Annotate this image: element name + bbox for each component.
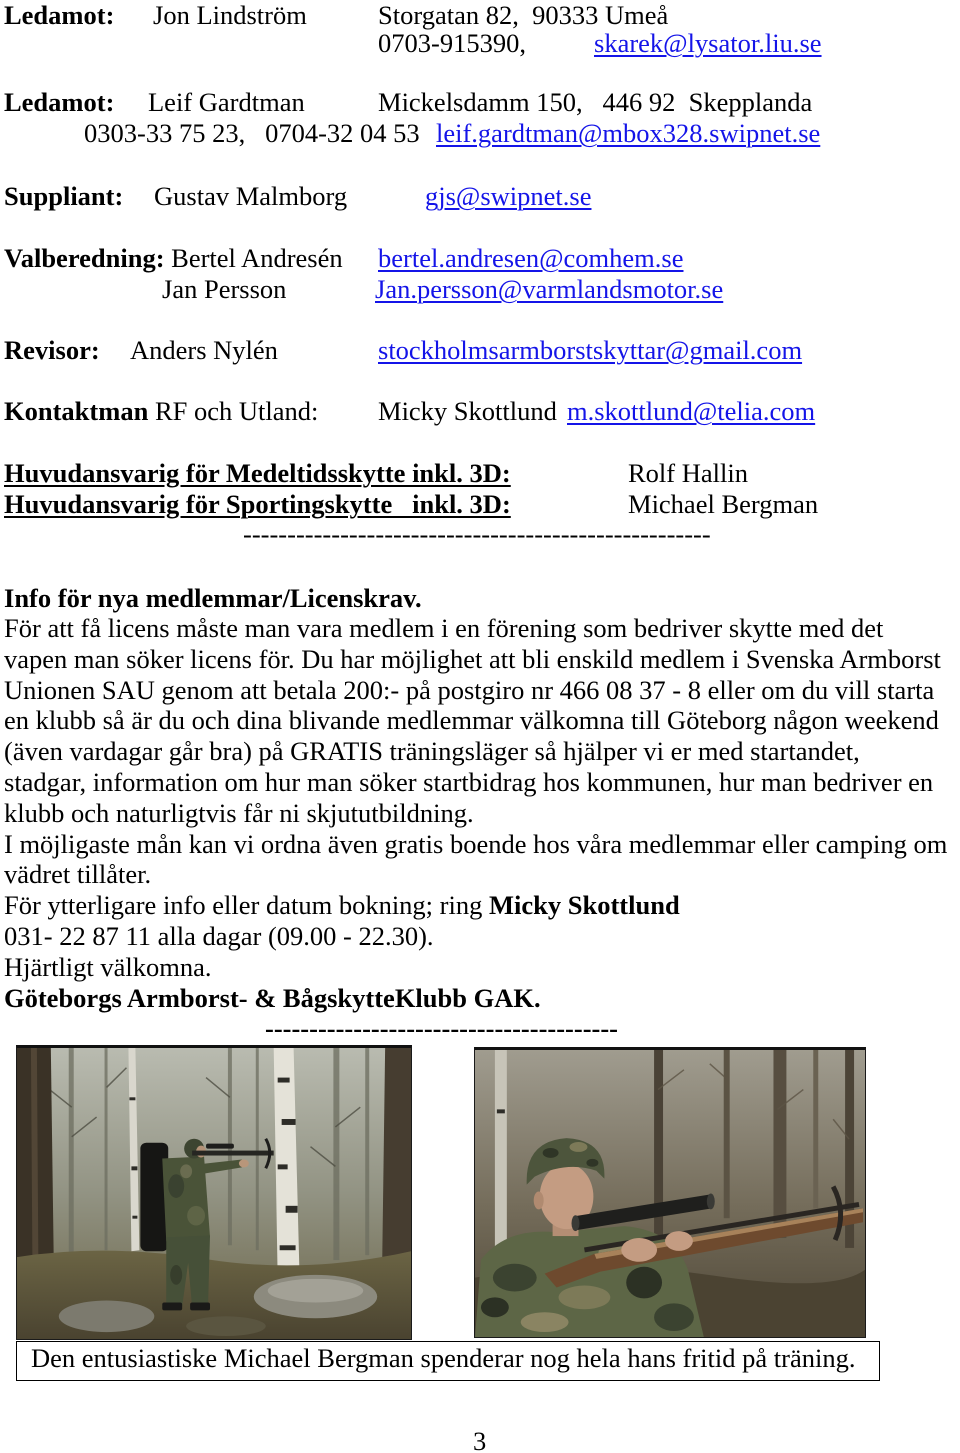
info-line-text: klubb och naturligtvis får ni skjututbildning.	[4, 798, 474, 828]
member-name: Micky Skottlund	[378, 396, 557, 426]
greeting: Hjärtligt välkomna.	[4, 952, 212, 982]
role-label: Valberedning:	[4, 243, 165, 273]
info-heading-row	[0, 583, 960, 614]
info-line	[0, 983, 960, 1014]
contact-name: Micky Skottlund	[488, 890, 680, 920]
info-line-text: vapen man söker licens för. Du har möjlighet att bli enskild medlem i Svenska Armborst	[4, 644, 941, 674]
email-link[interactable]: leif.gardtman@mbox328.swipnet.se	[436, 118, 821, 148]
responsible-name: Michael Bergman	[628, 489, 819, 519]
role-label: Suppliant:	[4, 181, 124, 211]
divider-row-bold	[0, 1013, 960, 1044]
photo-caption-box	[16, 1341, 880, 1381]
board-row-ledamot-1-contact	[0, 28, 960, 59]
role-label: Ledamot:	[4, 87, 115, 117]
dashed-divider: -----------------------------------------------------	[243, 519, 711, 549]
member-address: Mickelsdamm 150, 446 92 Skepplanda	[378, 87, 813, 117]
board-row-ledamot-2	[0, 87, 960, 118]
member-phone: 0303-33 75 23, 0704-32 04 53	[84, 118, 420, 148]
kontaktman-label-group	[4, 396, 318, 427]
board-row-valberedning	[0, 243, 960, 274]
member-phone: 0703-915390,	[378, 28, 526, 58]
board-row-revisor	[0, 335, 960, 366]
email-link[interactable]: gjs@swipnet.se	[425, 181, 592, 211]
info-line-text: en klubb så är du och dina blivande medlemmar välkomna till Göteborg någon weekend	[4, 705, 939, 735]
photo-caption: Den entusiastiske Michael Bergman spenderar nog hela hans fritid på träning.	[31, 1343, 856, 1373]
member-name: Leif Gardtman	[148, 87, 305, 117]
valberedning-label-group	[4, 243, 343, 274]
board-row-suppliant	[0, 181, 960, 212]
info-line-text: vädret tillåter.	[4, 859, 152, 889]
email-link[interactable]: Jan.persson@varmlandsmotor.se	[375, 274, 724, 304]
info-contact-line	[0, 890, 960, 921]
info-line	[0, 921, 960, 952]
info-line-text: För att få licens måste man vara medlem i en förening som bedriver skytte med det	[4, 613, 884, 643]
page-number: 3	[473, 1426, 487, 1453]
email-link[interactable]: bertel.andresen@comhem.se	[378, 243, 684, 273]
photo-crossbow-shooter-closeup	[474, 1047, 866, 1338]
photo-forest-scene	[17, 1048, 411, 1339]
info-heading: Info för nya medlemmar/Licenskrav.	[4, 583, 422, 613]
info-line	[0, 675, 960, 706]
info-line-text: Unionen SAU genom att betala 200:- på postgiro nr 466 08 37 - 8 eller om du vill starta	[4, 675, 935, 705]
info-line	[0, 644, 960, 675]
board-row-ledamot-1	[0, 0, 960, 31]
role-suffix: RF och Utland:	[154, 396, 319, 426]
member-name: Gustav Malmborg	[154, 181, 348, 211]
board-row-valberedning-2	[0, 274, 960, 305]
info-line-text: I möjligaste mån kan vi ordna även gratis boende hos våra medlemmar eller camping om	[4, 829, 948, 859]
info-line	[0, 613, 960, 644]
photo-closeup-scene	[475, 1050, 865, 1337]
info-line	[0, 829, 960, 860]
divider-row	[0, 519, 960, 550]
member-name: Bertel Andresén	[171, 243, 343, 273]
email-link[interactable]: skarek@lysator.liu.se	[594, 28, 822, 58]
role-label: Ledamot:	[4, 0, 115, 30]
responsible-name: Rolf Hallin	[628, 458, 748, 488]
phone-hours: 031- 22 87 11 alla dagar (09.00 - 22.30).	[4, 921, 434, 951]
info-line	[0, 952, 960, 983]
member-name: Jan Persson	[162, 274, 287, 304]
member-address: Storgatan 82, 90333 Umeå	[378, 0, 669, 30]
responsibility-row	[0, 458, 960, 489]
member-name: Jon Lindström	[153, 0, 307, 30]
email-link[interactable]: m.skottlund@telia.com	[567, 396, 816, 426]
role-label: Revisor:	[4, 335, 100, 365]
info-line-text: stadgar, information om hur man söker startbidrag hos kommunen, hur man bedriver en	[4, 767, 934, 797]
dashed-divider-bold: ----------------------------------------	[265, 1013, 618, 1043]
info-line	[0, 798, 960, 829]
responsibility-label: Huvudansvarig för Medeltidsskytte inkl. 3D:	[4, 458, 511, 488]
club-signature: Göteborgs Armborst- & BågskytteKlubb GAK.	[4, 983, 541, 1013]
contact-line-group	[4, 890, 680, 921]
info-line	[0, 859, 960, 890]
responsibility-row	[0, 489, 960, 520]
photo-crossbow-shooter-forest	[16, 1045, 412, 1340]
responsibility-label: Huvudansvarig för Sportingskytte inkl. 3D:	[4, 489, 511, 519]
contact-text: För ytterligare info eller datum bokning; ring	[4, 890, 489, 920]
email-link[interactable]: stockholmsarmborstskyttar@gmail.com	[378, 335, 803, 365]
info-line-text: (även vardagar går bra) på GRATIS träningsläger så hjälper vi er med startandet,	[4, 736, 860, 766]
role-label: Kontaktman	[4, 396, 149, 426]
board-row-kontaktman	[0, 396, 960, 427]
info-line	[0, 705, 960, 736]
board-row-ledamot-2-contact	[0, 118, 960, 149]
member-name: Anders Nylén	[130, 335, 278, 365]
info-line	[0, 736, 960, 767]
info-line	[0, 767, 960, 798]
